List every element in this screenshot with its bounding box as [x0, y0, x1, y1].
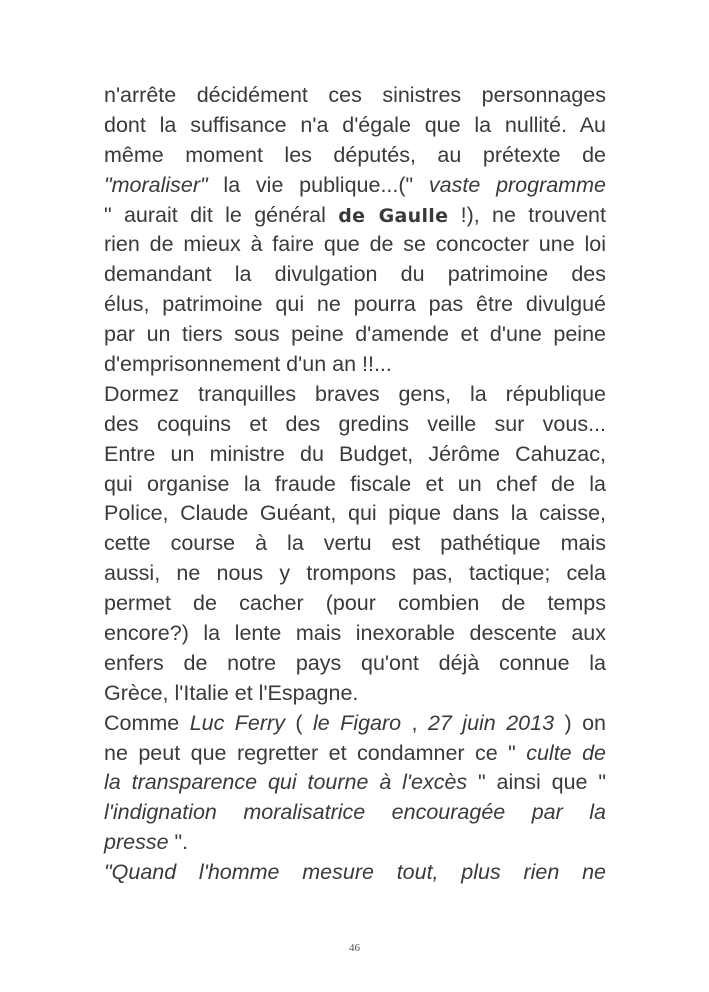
text-segment: Dormez tranquilles braves gens, la république	[104, 381, 606, 406]
text-segment: Grèce, l'Italie et l'Espagne.	[104, 680, 359, 705]
text-segment: (	[284, 710, 313, 735]
text-segment: la transparence qui tourne à l'excès	[104, 770, 468, 795]
text-line	[104, 440, 606, 470]
text-segment: "Quand l'homme mesure tout, plus rien ne	[104, 860, 606, 885]
text-line	[104, 499, 606, 529]
text-segment: aussi, ne nous y trompons pas, tactique; cela	[104, 561, 606, 586]
text-segment: dont la suffisance n'a d'égale que la nullité. Au	[104, 112, 606, 137]
text-line	[104, 380, 606, 410]
text-segment: par un tiers sous peine d'amende et d'une peine	[104, 322, 606, 347]
text-segment: le Figaro	[313, 710, 402, 735]
text-segment: " ainsi que "	[467, 770, 606, 795]
text-line	[104, 260, 606, 290]
text-line	[104, 320, 606, 350]
text-segment: " aurait dit le général	[104, 202, 339, 227]
text-segment: de Gaulle	[338, 204, 449, 227]
text-line	[104, 141, 606, 171]
text-segment: ne peut que regretter et condamner ce "	[104, 740, 527, 765]
text-segment: la vie publique...("	[207, 172, 429, 197]
text-line	[104, 709, 606, 739]
text-line	[104, 649, 606, 679]
text-line	[104, 858, 606, 888]
body-text	[104, 81, 606, 888]
text-line	[104, 559, 606, 589]
page-number: 46	[349, 942, 360, 954]
text-line	[104, 798, 606, 828]
text-segment: l'indignation moralisatrice encouragée par la	[104, 800, 606, 825]
text-segment: enfers de notre pays qu'ont déjà connue la	[104, 650, 606, 675]
text-line	[104, 619, 606, 649]
text-segment: qui organise la fraude fiscale et un chef de la	[104, 471, 606, 496]
text-line	[104, 81, 606, 111]
text-segment: demandant la divulgation du patrimoine des	[104, 262, 606, 287]
text-segment: encore?) la lente mais inexorable descente aux	[104, 621, 606, 646]
text-line	[104, 679, 606, 709]
text-line	[104, 739, 606, 769]
text-segment: culte de	[526, 740, 606, 765]
text-segment: "moraliser"	[104, 172, 208, 197]
text-line	[104, 290, 606, 320]
text-segment: Police, Claude Guéant, qui pique dans la caisse,	[104, 501, 606, 526]
text-line	[104, 201, 606, 231]
text-segment: d'emprisonnement d'un an !!...	[104, 352, 392, 377]
text-segment: Entre un ministre du Budget, Jérôme Cahuzac,	[104, 441, 606, 466]
text-segment: 27 juin 2013	[427, 710, 555, 735]
text-segment: ".	[168, 830, 189, 855]
text-segment: ,	[401, 710, 428, 735]
text-segment: presse	[104, 830, 169, 855]
text-segment: permet de cacher (pour combien de temps	[104, 591, 606, 616]
text-segment: élus, patrimoine qui ne pourra pas être divulgué	[104, 292, 606, 317]
text-segment: Luc Ferry	[189, 710, 285, 735]
text-segment: !), ne trouvent	[448, 202, 606, 227]
text-segment: des coquins et des gredins veille sur vous...	[104, 411, 606, 436]
text-line	[104, 470, 606, 500]
text-segment: rien de mieux à faire que de se concocter une loi	[104, 232, 606, 257]
text-segment: ) on	[554, 710, 606, 735]
text-line	[104, 350, 606, 380]
text-segment: cette course à la vertu est pathétique mais	[104, 531, 606, 556]
text-segment: vaste programme	[428, 172, 606, 197]
text-line	[104, 171, 606, 201]
text-line	[104, 410, 606, 440]
text-line	[104, 768, 606, 798]
text-line	[104, 111, 606, 141]
text-line	[104, 589, 606, 619]
text-line	[104, 529, 606, 559]
text-line	[104, 230, 606, 260]
text-segment: Comme	[104, 710, 190, 735]
text-segment: même moment les députés, au prétexte de	[104, 142, 606, 167]
text-line	[104, 828, 606, 858]
text-segment: n'arrête décidément ces sinistres personnages	[104, 83, 606, 107]
